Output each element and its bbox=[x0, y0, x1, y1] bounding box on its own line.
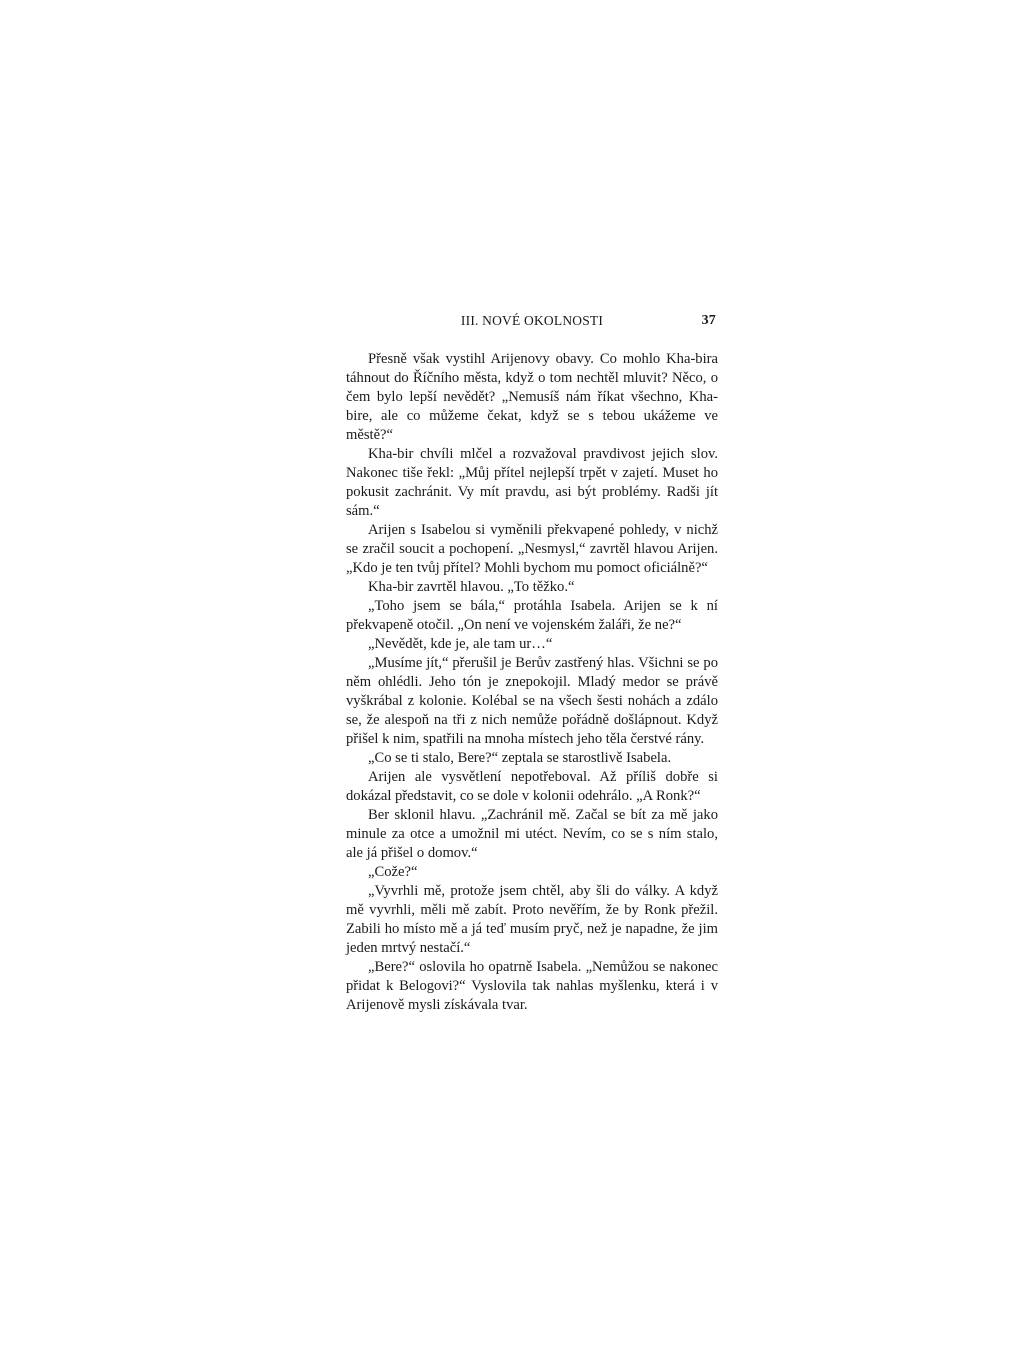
page-number: 37 bbox=[701, 313, 716, 328]
running-head bbox=[346, 313, 718, 333]
paragraph: „Cože?“ bbox=[368, 864, 418, 880]
paragraph: Přesně však vystihl Arijenovy obavy. Co mohlo Kha-bira táhnout do Říčního města, když o tom nechtěl mluvit? Něco, o čem bylo lepší nevědět? „Nemusíš nám říkat všechno, Kha-bire, ale co můžeme čekat, když se s tebou ukážeme ve městě?“ bbox=[346, 351, 718, 443]
paragraph: Arijen s Isabelou si vyměnili překvapené pohledy, v nichž se zračil soucit a pochopení. „Nesmysl,“ zavrtěl hlavou Arijen. „Kdo je ten tvůj přítel? Mohli bychom mu pomoct oficiálně?“ bbox=[346, 522, 718, 576]
paragraph: Kha-bir zavrtěl hlavou. „To těžko.“ bbox=[368, 579, 575, 595]
paragraph: „Musíme jít,“ přerušil je Berův zastřený hlas. Všichni se po něm ohlédli. Jeho tón je znepokojil. Mladý medor se právě vyškrábal z kolonie. Kolébal se na všech šesti nohách a zdálo se, že alespoň na tři z nich nemůže pořádně došlápnout. Když přišel k nim, spatřili na mnoha místech jeho těla čerstvé rány. bbox=[346, 655, 718, 747]
paragraph: „Vyvrhli mě, protože jsem chtěl, aby šli do války. A když mě vyvrhli, měli mě zabít. Proto nevěřím, že by Ronk přežil. Zabili ho místo mě a já teď musím pryč, než je napadne, že jim jeden mrtvý nestačí.“ bbox=[346, 883, 718, 956]
paragraph: „Nevědět, kde je, ale tam ur…“ bbox=[368, 636, 553, 652]
paragraph: Arijen ale vysvětlení nepotřeboval. Až příliš dobře si dokázal představit, co se dole v kolonii odehrálo. „A Ronk?“ bbox=[346, 769, 718, 804]
paragraph: „Bere?“ oslovila ho opatrně Isabela. „Nemůžou se nakonec přidat k Belogovi?“ Vyslovila tak nahlas myšlenku, která i v Arijenově mysli získávala tvar. bbox=[346, 959, 718, 1013]
paragraph: „Toho jsem se bála,“ protáhla Isabela. Arijen se k ní překvapeně otočil. „On není ve vojenském žaláři, že ne?“ bbox=[346, 598, 718, 633]
paragraph: Kha-bir chvíli mlčel a rozvažoval pravdivost jejich slov. Nakonec tiše řekl: „Můj přítel nejlepší trpět v zajetí. Muset ho pokusit zachránit. Vy mít pravdu, asi být problémy. Radši jít sám.“ bbox=[346, 446, 718, 519]
body-text bbox=[346, 350, 718, 1015]
chapter-title: III. NOVÉ OKOLNOSTI bbox=[460, 313, 604, 328]
paragraph: „Co se ti stalo, Bere?“ zeptala se starostlivě Isabela. bbox=[368, 750, 672, 766]
paragraph: Ber sklonil hlavu. „Zachránil mě. Začal se bít za mě jako minule za otce a umožnil mi utéct. Nevím, co se s ním stalo, ale já přišel o domov.“ bbox=[346, 807, 718, 861]
